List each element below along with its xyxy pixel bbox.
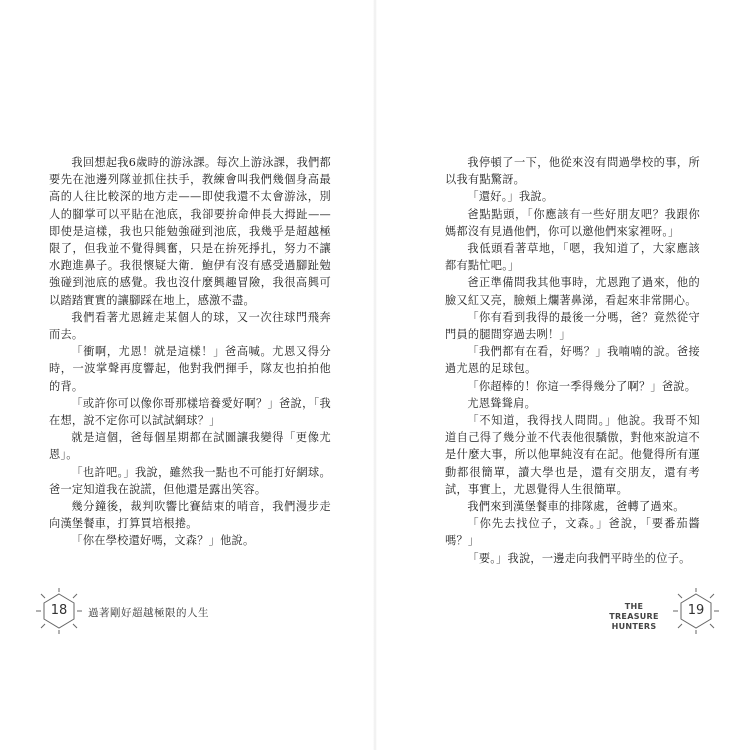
paragraph: 「還好。」我說。 [467, 190, 554, 204]
paragraph: 爸點點頭，「你應該有一些好朋友吧？我跟你媽都沒有見過他們，你可以邀他們來家裡呀。」 [445, 207, 700, 238]
paragraph: 我低頭看著草地，「嗯，我知道了，大家應該都有點忙吧。」 [445, 242, 700, 273]
paragraph: 我們來到漢堡餐車的排隊處，爸轉了過來。 [467, 500, 685, 514]
logo-line-1: THE TREASURE [609, 602, 659, 621]
paragraph: 幾分鐘後，裁判吹響比賽結束的哨音，我們漫步走向漢堡餐車，打算買培根捲。 [49, 500, 331, 531]
page-number-badge [683, 598, 709, 624]
left-page-body [49, 154, 331, 550]
paragraph: 爸正準備問我其他事時，尤恩跑了過來，他的臉又紅又亮，臉頰上爛著鼻涕，看起來非常開心。 [445, 276, 700, 307]
paragraph: 「衝啊，尤恩！就是這樣！」爸高喊。尤恩又得分時，一波掌聲再度響起，他對我們揮手，隊友也拍拍他的背。 [49, 345, 331, 393]
paragraph: 「你有看到我得的最後一分嗎，爸？竟然從守門員的腿間穿過去咧！」 [445, 310, 700, 342]
page-number-badge [46, 598, 72, 624]
paragraph: 「要。」我說，一邊走向我們平時坐的位子。 [467, 551, 691, 565]
page-number: 18 [50, 603, 68, 618]
paragraph: 我回想起我6歲時的游泳課。每次上游泳課，我們都要先在池邊列隊並抓住扶手，教練會叫我們幾個身高最高的人往比較深的地方走——即使我還不太會游泳，別人的腳掌可以平貼在池底，我卻要拚命伸長大拇趾——即使是這樣，我也只能勉強碰到池底，我幾乎是超越極限了，但我並不覺得興奮，只是在拚死掙扎，努力不讓水跑進鼻子。我很懷疑大衛．鮑伊有沒有感受過腳趾勉強碰到池底的感覺。我也沒什麼興趣冒險，我很高興可以踏踏實實的讓腳踩在地上，感激不盡。 [49, 156, 331, 307]
paragraph: 「不知道，我得找人問問。」他說。我哥不知道自己得了幾分並不代表他很驕傲，對他來說這不是什麼大事，所以他單純沒有在記。他覺得所有運動都很簡單，讀大學也是，還有交朋友，還有考試，事實上，尤恩覺得人生很簡單。 [445, 414, 700, 496]
paragraph: 「你超棒的！你這一季得幾分了啊？」爸說。 [467, 379, 697, 393]
paragraph: 「或許你可以像你哥那樣培養愛好啊？」爸說，「我在想，說不定你可以試試網球？」 [49, 396, 331, 428]
paragraph: 我們看著尤恩鏟走某個人的球，又一次往球門飛奔而去。 [49, 310, 331, 342]
paragraph: 尤恩聳聳肩。 [467, 396, 537, 410]
left-footer [40, 594, 280, 634]
right-footer [603, 594, 723, 634]
series-logo [603, 598, 665, 631]
running-title: 過著剛好超越極限的人生 [88, 607, 209, 619]
paragraph: 就是這個，爸每個星期都在試圖讓我變得「更像尤恩」。 [49, 431, 331, 462]
right-page-body [445, 154, 700, 567]
paragraph: 我停頓了一下，他從來沒有問過學校的事，所以我有點驚訝。 [445, 156, 700, 187]
right-page [375, 0, 750, 750]
page-number: 19 [687, 603, 705, 618]
logo-line-2: HUNTERS [611, 622, 657, 631]
paragraph: 「我們都有在看，好嗎？」我喃喃的說。爸接過尤恩的足球包。 [445, 345, 700, 376]
paragraph: 「也許吧。」我說，雖然我一點也不可能打好網球。爸一定知道我在說謊，但他還是露出笑容。 [49, 465, 331, 496]
paragraph: 「你先去找位子，文森。」爸說，「要番茄醬嗎？」 [445, 517, 700, 548]
paragraph: 「你在學校還好嗎，文森？」他說。 [71, 534, 255, 548]
